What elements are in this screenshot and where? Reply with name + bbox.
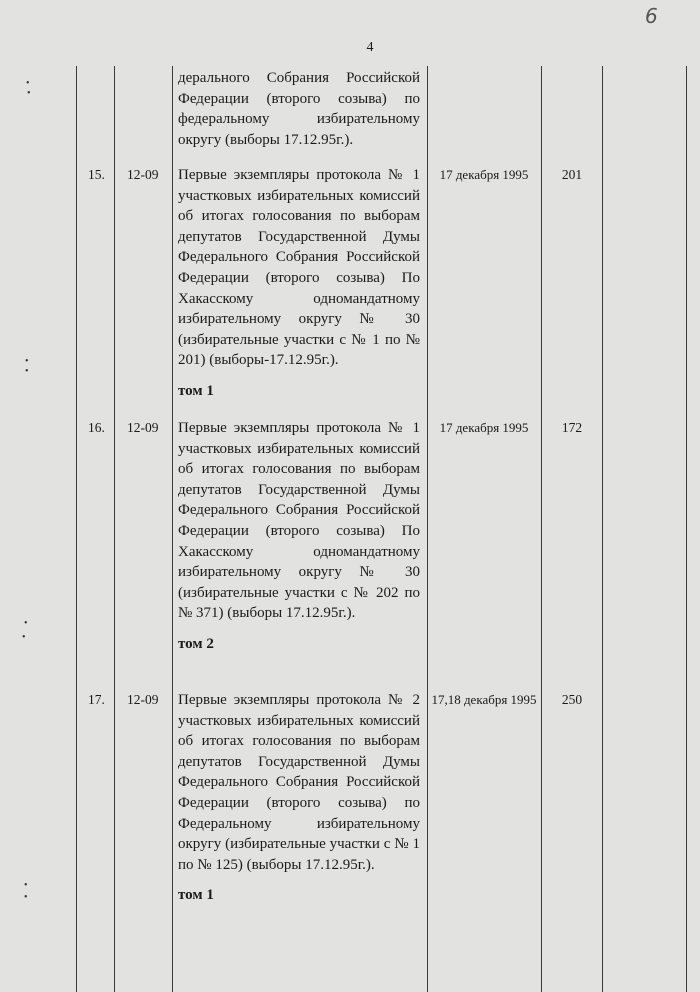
row-volume: том 2 xyxy=(178,636,214,652)
row-description: Первые экземпляры протокола № 2 участковых избирательных комиссий об итогах голосования по выборам депутатов Государственной Думы Федерального Собрания Российской Федерации (второго созыва) по Федеральному избирательному округу (избирательные участки с № 1 по № 125) (выборы 17.12.95г.). xyxy=(178,692,420,873)
row-volume: том 1 xyxy=(178,383,214,399)
row-date: 17 декабря 1995 xyxy=(439,167,529,182)
punch-hole-mark: • xyxy=(24,892,28,903)
row-number: 15. xyxy=(88,167,105,182)
table-column-border xyxy=(686,66,687,992)
page-number: 4 xyxy=(366,40,374,55)
row-description: Первые экземпляры протокола № 1 участковых избирательных комиссий об итогах голосования по выборам депутатов Государственной Думы Федерального Собрания Российской Федерации (второго созыва) По Хакасскому одномандатному избирательному округу № 30 (избирательные участки с № 202 по № 371) (выборы 17.12.95г.). xyxy=(178,420,420,622)
row-code: 12-09 xyxy=(127,692,159,707)
continuation-text: дерального Собрания Российской Федерации (второго созыва) по федеральному избирательному округу (выборы 17.12.95г.). xyxy=(178,70,420,148)
row-date: 17,18 декабря 1995 xyxy=(431,692,537,707)
row-number: 16. xyxy=(88,420,105,435)
row-count: 172 xyxy=(561,420,583,435)
row-description: Первые экземпляры протокола № 1 участковых избирательных комиссий об итогах голосования по выборам депутатов Государственной Думы Федерального Собрания Российской Федерации (второго созыва) По Хакасскому одномандатному избирательному округу № 30 (избирательные участки с № 1 по № 201) (выборы-17.12.95г.). xyxy=(178,167,420,369)
table-column-border xyxy=(76,66,77,992)
row-count: 250 xyxy=(561,692,583,707)
punch-hole-mark: • xyxy=(27,88,31,99)
punch-hole-mark: • xyxy=(24,618,28,629)
punch-hole-mark: • xyxy=(26,78,30,89)
row-code: 12-09 xyxy=(127,167,159,182)
row-count: 201 xyxy=(561,167,583,182)
row-code: 12-09 xyxy=(127,420,159,435)
table-column-border xyxy=(541,66,542,992)
handwritten-sheet-number: 6 xyxy=(645,4,658,28)
table-column-border xyxy=(172,66,173,992)
punch-hole-mark: • xyxy=(22,632,26,643)
punch-hole-mark: • xyxy=(25,366,29,377)
row-volume: том 1 xyxy=(178,887,214,903)
punch-hole-mark: • xyxy=(25,356,29,367)
table-column-border xyxy=(114,66,115,992)
table-column-border xyxy=(602,66,603,992)
row-number: 17. xyxy=(88,692,105,707)
punch-hole-mark: • xyxy=(24,880,28,891)
row-date: 17 декабря 1995 xyxy=(439,420,529,435)
table-column-border xyxy=(427,66,428,992)
